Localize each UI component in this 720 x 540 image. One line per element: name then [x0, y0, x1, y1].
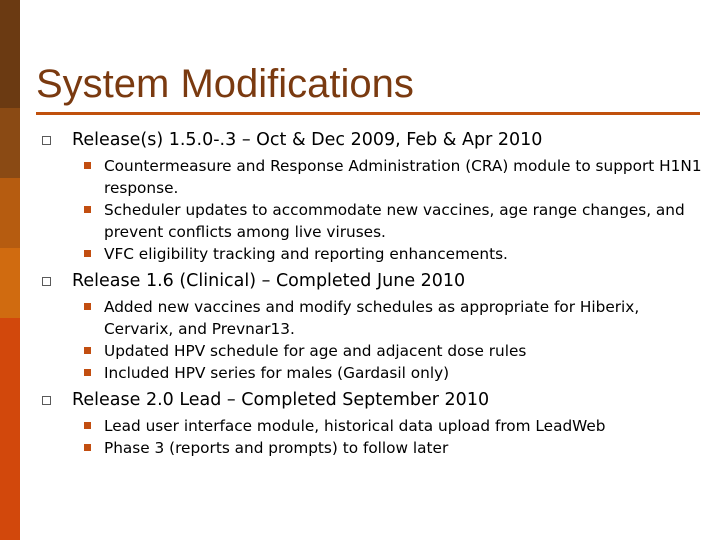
hollow-square-bullet-icon [42, 396, 51, 405]
list-item-text: Added new vaccines and modify schedules as appropriate for Hiberix, Cervarix, and Prevnar13. [104, 298, 640, 338]
section-items [40, 415, 708, 459]
list-item-text: Included HPV series for males (Gardasil only) [104, 364, 450, 382]
section-items [40, 296, 708, 384]
section-heading [40, 128, 708, 152]
list-item-text: Updated HPV schedule for age and adjacent dose rules [104, 342, 527, 360]
slide-title: System Modifications [36, 62, 414, 106]
hollow-square-bullet-icon [42, 136, 51, 145]
square-bullet-icon [84, 444, 91, 451]
list-item [40, 296, 708, 340]
square-bullet-icon [84, 347, 91, 354]
section-heading [40, 388, 708, 412]
list-item [40, 362, 708, 384]
square-bullet-icon [84, 369, 91, 376]
square-bullet-icon [84, 250, 91, 257]
square-bullet-icon [84, 422, 91, 429]
list-item-text: Phase 3 (reports and prompts) to follow later [104, 439, 449, 457]
list-item-text: VFC eligibility tracking and reporting enhancements. [104, 245, 508, 263]
list-item [40, 415, 708, 437]
decorative-side-bar [0, 178, 20, 248]
section-heading-text: Release(s) 1.5.0-.3 – Oct & Dec 2009, Feb & Apr 2010 [72, 130, 543, 150]
list-item [40, 155, 708, 199]
list-item [40, 243, 708, 265]
title-divider [36, 112, 700, 115]
list-item [40, 437, 708, 459]
list-item-text: Lead user interface module, historical data upload from LeadWeb [104, 417, 606, 435]
list-item [40, 340, 708, 362]
square-bullet-icon [84, 206, 91, 213]
decorative-side-bar [0, 248, 20, 318]
decorative-side-bar [0, 318, 20, 540]
section-heading [40, 269, 708, 293]
section-items [40, 155, 708, 265]
section-heading-text: Release 2.0 Lead – Completed September 2010 [72, 390, 490, 410]
square-bullet-icon [84, 303, 91, 310]
list-item-text: Countermeasure and Response Administration (CRA) module to support H1N1 response. [104, 157, 702, 197]
decorative-side-bar [0, 108, 20, 178]
square-bullet-icon [84, 162, 91, 169]
section-heading-text: Release 1.6 (Clinical) – Completed June 2010 [72, 271, 466, 291]
list-item-text: Scheduler updates to accommodate new vaccines, age range changes, and prevent conflicts among live viruses. [104, 201, 685, 241]
slide-body [40, 128, 708, 459]
hollow-square-bullet-icon [42, 277, 51, 286]
list-item [40, 199, 708, 243]
decorative-side-bar [0, 0, 20, 108]
